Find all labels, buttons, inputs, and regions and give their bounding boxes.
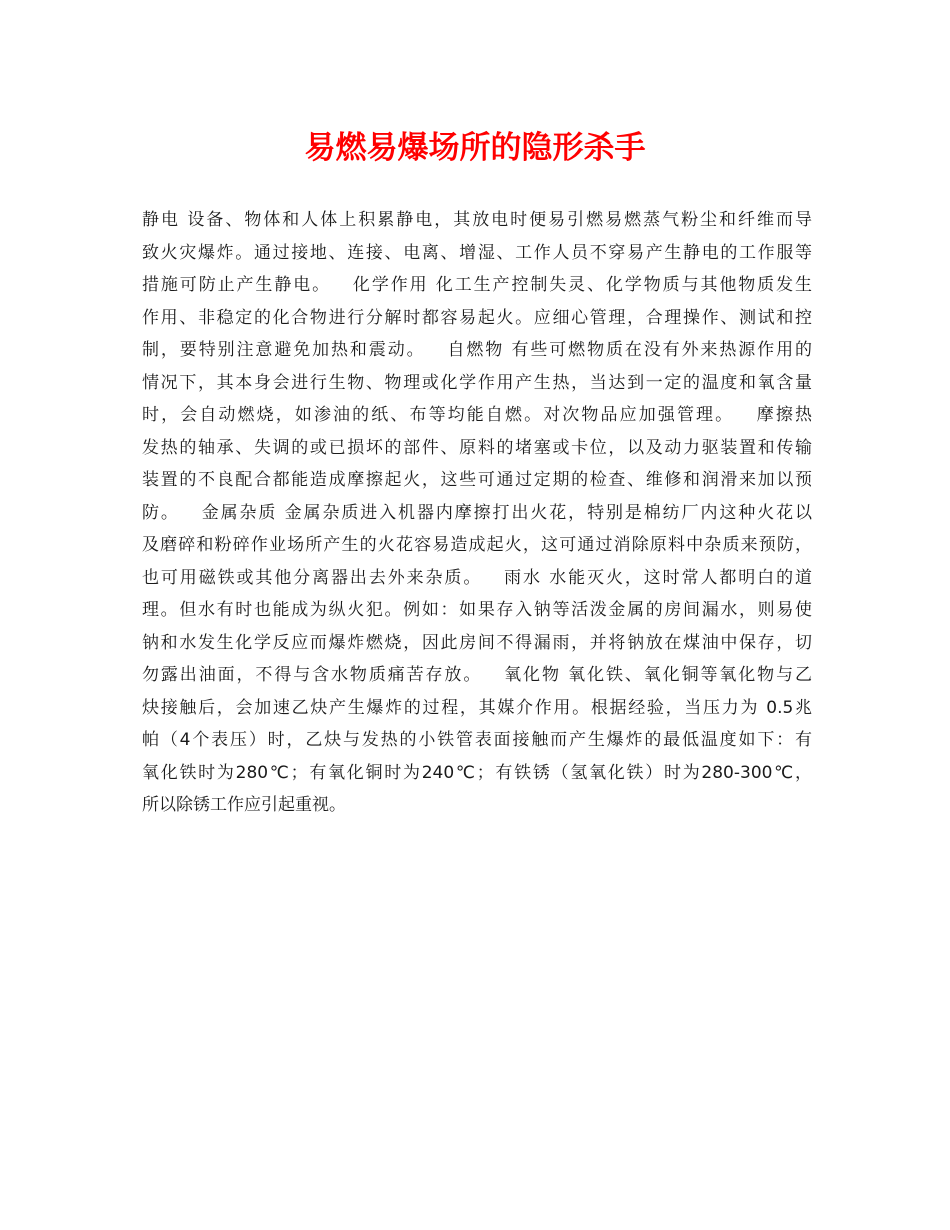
document-body	[142, 204, 812, 822]
body-line: 作用、非稳定的化合物进行分解时都容易起火。应细心管理，合理操作、测试和控	[142, 307, 812, 328]
body-line: 装置的不良配合都能造成摩擦起火，这些可通过定期的检查、维修和润滑来加以预	[142, 470, 812, 490]
document-title: 易燃易爆场所的隐形杀手	[304, 130, 646, 166]
body-line: 制，要特别注意避免加热和震动。 自燃物 有些可燃物质在没有外来热源作用的	[142, 340, 812, 360]
body-line: 所以除锈工作应引起重视。	[142, 795, 346, 815]
body-line: 情况下，其本身会进行生物、物理或化学作用产生热，当达到一定的温度和氧含量	[142, 372, 812, 393]
body-line: 致火灾爆炸。通过接地、连接、电离、增湿、工作人员不穿易产生静电的工作服等	[142, 242, 812, 263]
body-line: 理。但水有时也能成为纵火犯。例如：如果存入钠等活泼金属的房间漏水，则易使	[142, 600, 812, 620]
body-line: 时，会自动燃烧，如渗油的纸、布等均能自燃。对次物品应加强管理。 摩擦热	[142, 405, 812, 425]
body-line: 也可用磁铁或其他分离器出去外来杂质。 雨水 水能灭火，这时常人都明白的道	[142, 567, 812, 588]
body-line: 发热的轴承、失调的或已损坏的部件、原料的堵塞或卡位，以及动力驱装置和传输	[142, 437, 812, 458]
body-line: 静电 设备、物体和人体上积累静电，其放电时便易引燃易燃蒸气粉尘和纤维而导	[142, 210, 812, 230]
body-line: 帕（4个表压）时，乙炔与发热的小铁管表面接触而产生爆炸的最低温度如下：有	[142, 730, 812, 750]
body-line: 及磨碎和粉碎作业场所产生的火花容易造成起火，这可通过消除原料中杂质来预防，	[142, 535, 812, 555]
body-line: 措施可防止产生静电。 化学作用 化工生产控制失灵、化学物质与其他物质发生	[142, 275, 812, 295]
body-line: 钠和水发生化学反应而爆炸燃烧，因此房间不得漏雨，并将钠放在煤油中保存，切	[142, 632, 812, 653]
body-line: 防。 金属杂质 金属杂质进入机器内摩擦打出火花，特别是棉纺厂内这种火花以	[142, 502, 812, 523]
body-line: 氧化铁时为280℃；有氧化铜时为240℃；有铁锈（氢氧化铁）时为280-300℃，	[142, 762, 812, 783]
body-line: 勿露出油面，不得与含水物质痛苦存放。 氧化物 氧化铁、氧化铜等氧化物与乙	[142, 665, 812, 685]
body-line: 炔接触后，会加速乙炔产生爆炸的过程，其媒介作用。根据经验，当压力为 0.5兆	[142, 697, 812, 718]
